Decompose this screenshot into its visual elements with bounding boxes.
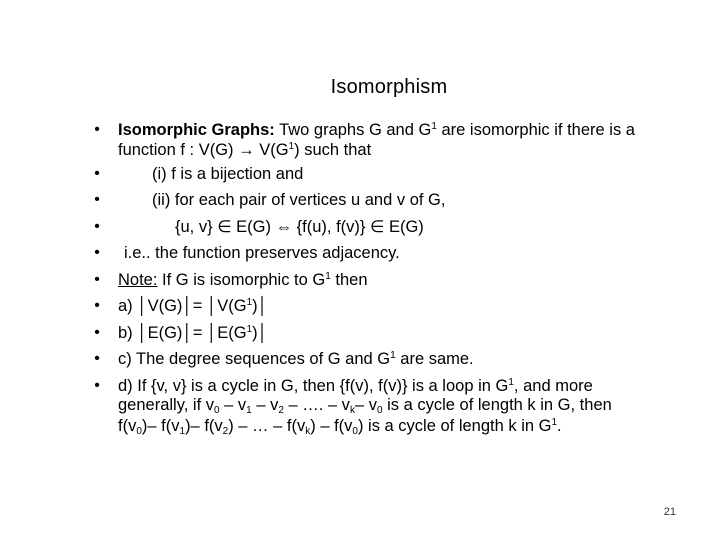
list-item [90, 240, 690, 267]
list-item: • d) If {v, v} is a cycle in G, then {f(v), f(v)} is a loop in $G^1$, and more [90, 373, 690, 400]
bullet-icon: • [94, 270, 100, 288]
bullet-icon: • [94, 244, 100, 261]
item-text: (i) f is a bijection and [152, 164, 304, 183]
list-item [90, 161, 690, 188]
right-arrow-icon: → [238, 140, 255, 159]
bullet-icon: • [94, 323, 100, 341]
bullet-icon: • [94, 297, 100, 314]
term-label: Isomorphic Graphs: [118, 121, 275, 139]
list-item: • b) │E(G)│= $│E(G^1)│$ [90, 320, 690, 347]
list-item: • Isomorphic Graphs: Two graphs G and $G^1$ are isomorphic if there is a [90, 117, 690, 144]
item-text: (ii) for each pair of vertices u and v of G, [152, 191, 446, 209]
bullet-icon: • [94, 121, 100, 138]
page-number: 21 [663, 506, 676, 518]
note-label: Note: [118, 270, 158, 289]
bullet-icon: • [94, 164, 100, 182]
list-item-continuation: function f : $V(G) \to V(G^1)$ such that [118, 140, 372, 159]
bullet-icon: • [94, 191, 100, 208]
list-item: • {u, v} ∈ E(G) ⇔ {f(u), f(v)} ∈ E(G) [90, 214, 690, 241]
bullet-icon: • [94, 217, 100, 235]
list-item-continuation: generally, if $v_0 - v_1 - v_2$ – …. – $v_k-$ $v_0$ is a cycle of length k in G, then [118, 396, 612, 416]
bullet-list [90, 117, 690, 437]
list-item: • a) │V(G)│= $│V(G^1)│$ [90, 293, 690, 320]
slide-title: Isomorphism [330, 76, 448, 98]
list-item: • c) The degree sequences of G and $G^1$ are same. [90, 346, 690, 373]
bullet-icon: • [94, 350, 100, 367]
list-item: • Note: If G is isomorphic to $G^1$ then [90, 267, 690, 294]
item-text: i.e.. the function preserves adjacency. [124, 244, 400, 262]
list-item-continuation: $f(v_0)-$ $f(v_1)-$ $f(v_2)$ – … – $f(v_k) - f(v_0)$ is a cycle of length k in $G^1$. [118, 417, 562, 437]
list-item [90, 187, 690, 214]
bullet-icon: • [94, 376, 100, 394]
double-arrow-icon: ⇔ [275, 217, 293, 236]
